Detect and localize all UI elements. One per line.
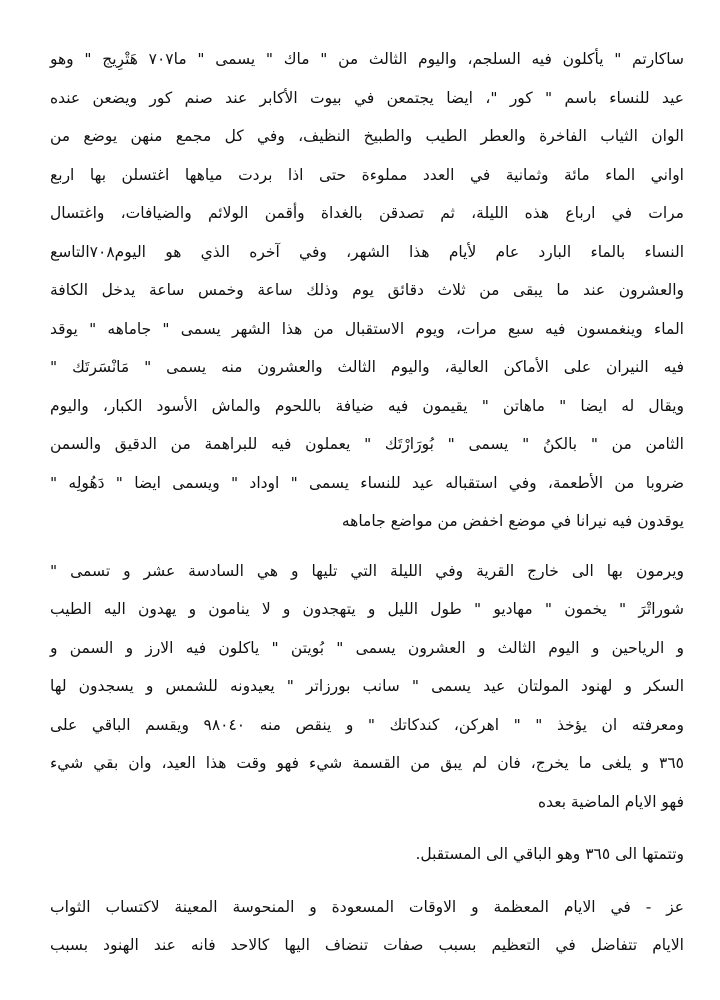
paragraph-3 <box>50 835 684 874</box>
text-line: ومعرفته ان يؤخذ " " اهركن، كندكاتك " و ينقص منه ٩٨٠٤٠ ويقسم الباقي على <box>50 715 684 734</box>
text-line: فهو الايام الماضية بعده <box>537 792 684 811</box>
text-line: الثامن من " بالكنُ " يسمى " بُورَارْتَك " يعملون فيه للبراهمة من الدقيق والسمن <box>50 435 684 453</box>
text-line: ويقال له ايضا " ماهاتن " يقيمون فيه ضيافة باللحوم والماش الأسود الكبار، واليوم <box>50 396 684 415</box>
paragraph-spacer <box>50 541 684 552</box>
text-line: اواني الماء مائة وثمانية في العدد مملوءة حتى اذا بردت مياهها اغتسلن بها اربع <box>50 165 684 184</box>
paragraph-1 <box>50 40 684 541</box>
text-line: ٣٦٥ و يلغى ما يخرج، فان لم يبق من القسمة شيء فهو وقت هذا العيد، وان بقي شيء <box>50 754 684 772</box>
text-line: ويرمون بها الى خارج القرية وفي الليلة التي تليها و هي السادسة عشر و تسمى " <box>50 561 684 580</box>
text-line: الماء وينغمسون فيه سبع مرات، ويوم الاستقبال من هذا الشهر يسمى " جاماهه " يوقد <box>50 319 684 338</box>
text-line: فيه النيران على الأماكن العالية، واليوم الثالث والعشرون منه يسمى " مَانْسَرتَك " <box>50 358 684 376</box>
paragraph-4 <box>50 888 684 965</box>
text-line: يوقدون فيه نيرانا في موضع اخفض من مواضع جاماهه <box>341 512 684 530</box>
text-line: الايام تتفاضل في التعظيم بسبب صفات تنضاف اليها كالاحد فانه عند الهنود بسبب <box>50 936 684 954</box>
paragraph-spacer <box>50 874 684 888</box>
text-line: وتتمتها الى ٣٦٥ وهو الباقي الى المستقبل. <box>415 845 684 863</box>
paragraph-2 <box>50 552 684 822</box>
text-line: مرات في ارباع هذه الليلة، ثم تصدقن بالغداة وأقمن الولائم والضيافات، واغتسال <box>50 204 684 222</box>
text-line: ساكارتم " يأكلون فيه السلجم، واليوم الثالث من " ماك " يسمى " ما٧٠٧ هَتْرِيج " وهو <box>50 50 684 68</box>
text-line: السكر و لهنود المولتان عيد يسمى " سانب بورزاتر " يعيدونه للشمس و يسجدون لها <box>50 677 684 695</box>
document-page <box>50 40 684 965</box>
text-line: و الرياحين و اليوم الثالث و العشرون يسمى " بُويتن " ياكلون فيه الارز و السمن و <box>50 638 684 657</box>
text-line: ضروبا من الأطعمة، وفي استقباله عيد للنساء يسمى " اوداد " ويسمى ايضا " دَهُولِه " <box>50 473 684 492</box>
text-line: النساء بالماء البارد عام لأيام هذا الشهر، وفي آخره الذي هو اليوم٧٠٨التاسع <box>50 242 684 261</box>
paragraph-spacer <box>50 821 684 835</box>
text-line: شوراتْرَ " يخمون " مهاديو " طول الليل و يتهجدون و لا ينامون و يهدون اليه الطيب <box>50 600 684 618</box>
text-line: والعشرون عند ما يبقى من ثلاث دقائق يوم وذلك ساعة وخمس ساعة يدخل الكافة <box>50 281 684 299</box>
section-heading-line: عز - في الايام المعظمة و الاوقات المسعودة و المنحوسة المعينة لاكتساب الثواب <box>50 897 684 916</box>
text-line: الوان الثياب الفاخرة والعطر الطيب والطبيخ النظيف، وفي كل مجمع منهن يوضع من <box>50 127 684 145</box>
text-line: عيد للنساء باسم " كور "، ايضا يجتمعن في بيوت الأكابر عند صنم كور ويضعن عنده <box>50 88 684 107</box>
